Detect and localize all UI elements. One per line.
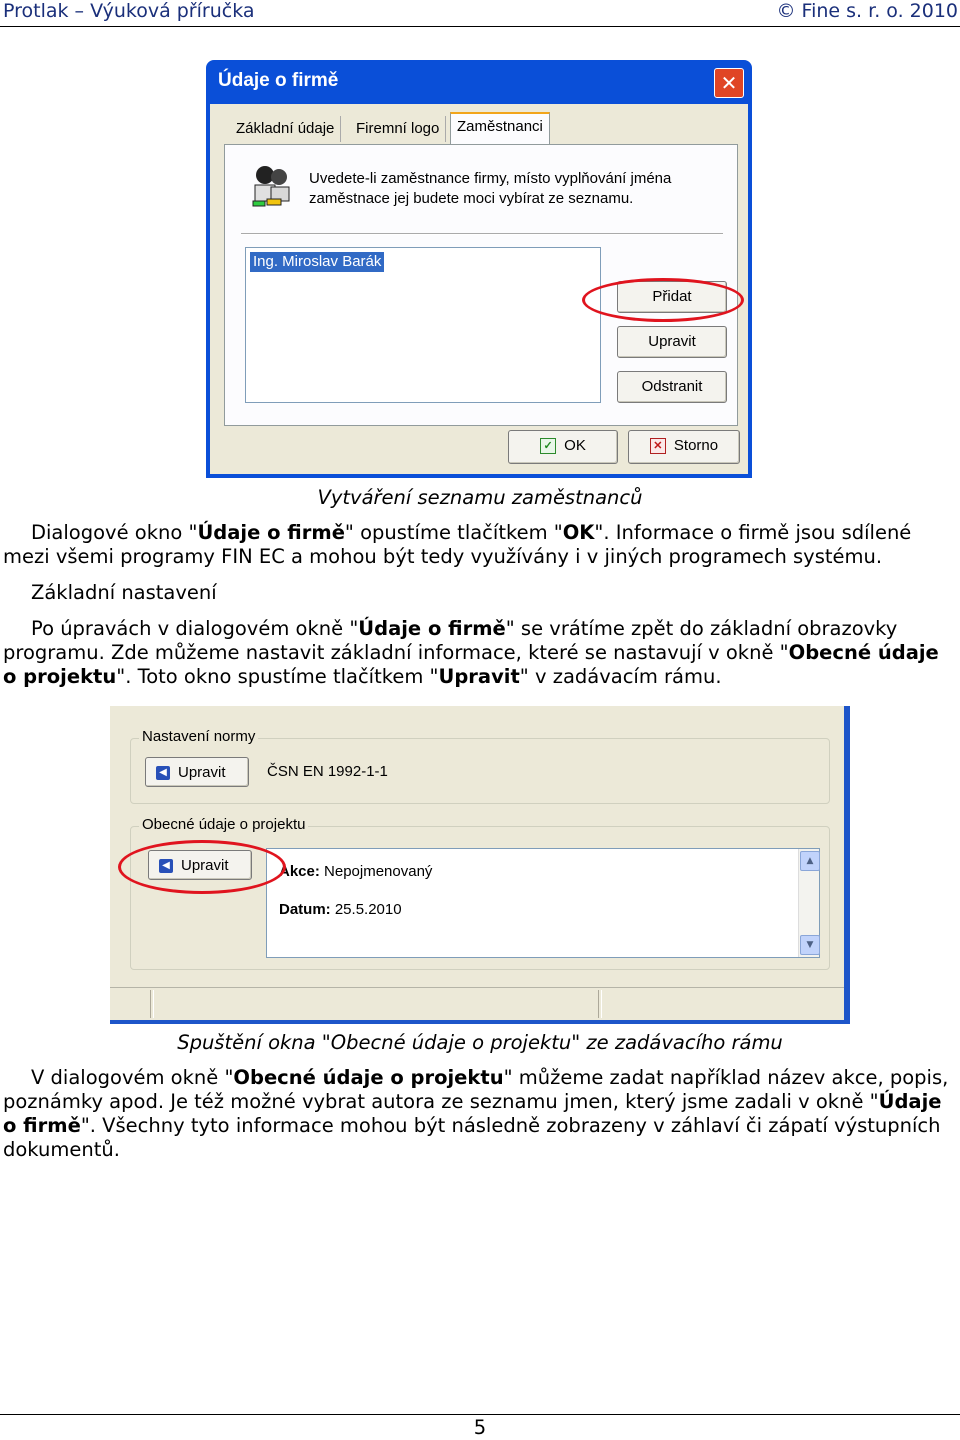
norm-value: ČSN EN 1992-1-1 xyxy=(267,763,388,780)
dialog-title: Údaje o firmě xyxy=(218,70,339,91)
section-heading: Základní nastavení xyxy=(31,581,217,604)
status-bar xyxy=(110,987,844,1020)
edit-button[interactable]: Upravit xyxy=(617,326,727,358)
scrollbar[interactable] xyxy=(798,849,819,957)
ok-label: OK xyxy=(564,437,586,454)
group-label: Nastavení normy xyxy=(139,728,258,745)
company-info-dialog xyxy=(206,60,752,478)
edit-label: Upravit xyxy=(181,857,229,874)
cancel-button[interactable] xyxy=(628,430,740,464)
norm-settings-group xyxy=(130,728,830,804)
arrow-icon: ◀ xyxy=(159,859,173,873)
paragraph: V dialogovém okně "Obecné údaje o projektu" můžeme zadat například název akce, popis, poznámky apod. Je též možné vybrat autora ze seznamu jmen, který jsme zadali v okně "Údaje o firmě". Všechny tyto informace mohou být následně zobrazeny v záhlaví či zápatí výstupních dokumentů. xyxy=(3,1066,949,1161)
arrow-icon: ◀ xyxy=(156,766,170,780)
highlight-ellipse xyxy=(582,278,744,322)
akce-row: Akce: Nepojmenovaný xyxy=(279,863,433,880)
divider xyxy=(241,233,723,235)
paragraph: Po úpravách v dialogovém okně "Údaje o firmě" se vrátíme zpět do základní obrazovky programu. Zde můžeme nastavit základní informace, které se nastavují v okně "Obecné údaje o projektu". Toto okno spustíme tlačítkem "Upravit" v zadávacím rámu. xyxy=(3,617,939,688)
edit-norm-button[interactable] xyxy=(145,757,249,787)
tab-employees[interactable]: Zaměstnanci xyxy=(450,112,550,146)
scroll-up-icon[interactable]: ▲ xyxy=(800,851,820,871)
edit-label: Upravit xyxy=(178,764,226,781)
status-separator xyxy=(598,990,602,1018)
paragraph: Dialogové okno "Údaje o firmě" opustíme tlačítkem "OK". Informace o firmě jsou sdílené mezi všemi programy FIN EC a mohou být tedy využívány i v jiných programech systému. xyxy=(3,521,912,568)
project-info-pane xyxy=(266,848,820,958)
tab-company-logo[interactable]: Firemní logo xyxy=(350,116,446,142)
employees-info xyxy=(309,169,729,209)
info-line-2: zaměstnace jej budete moci vybírat ze seznamu. xyxy=(309,190,634,207)
header-copyright: © Fine s. r. o. 2010 xyxy=(776,0,958,22)
datum-row: Datum: 25.5.2010 xyxy=(279,901,402,918)
cancel-label: Storno xyxy=(673,437,719,454)
header-title: Protlak – Výuková příručka xyxy=(3,0,255,22)
remove-button[interactable]: Odstranit xyxy=(617,371,727,403)
page-number: 5 xyxy=(473,1416,487,1439)
add-button[interactable]: Přidat xyxy=(617,281,727,313)
ok-button[interactable] xyxy=(508,430,618,464)
check-icon: ✓ xyxy=(540,438,556,454)
employees-icon xyxy=(245,163,295,209)
cross-icon: ✕ xyxy=(650,438,666,454)
figure-caption: Spuštění okna "Obecné údaje o projektu" ze zadávacího rámu xyxy=(177,1031,783,1054)
tab-basic-info[interactable]: Základní údaje xyxy=(230,116,341,142)
close-icon[interactable]: ✕ xyxy=(714,68,744,98)
info-line-1: Uvedete-li zaměstnance firmy, místo vyplňování jména xyxy=(309,170,672,187)
page-header xyxy=(0,0,960,27)
group-label: Obecné údaje o projektu xyxy=(139,816,308,833)
figure-caption: Vytváření seznamu zaměstnanců xyxy=(317,486,643,509)
scroll-down-icon[interactable]: ▼ xyxy=(800,935,820,955)
footer-divider xyxy=(0,1414,960,1415)
highlight-ellipse xyxy=(118,840,286,894)
status-separator xyxy=(150,990,154,1018)
list-item[interactable]: Ing. Miroslav Barák xyxy=(250,252,384,272)
employee-list[interactable] xyxy=(245,247,601,403)
